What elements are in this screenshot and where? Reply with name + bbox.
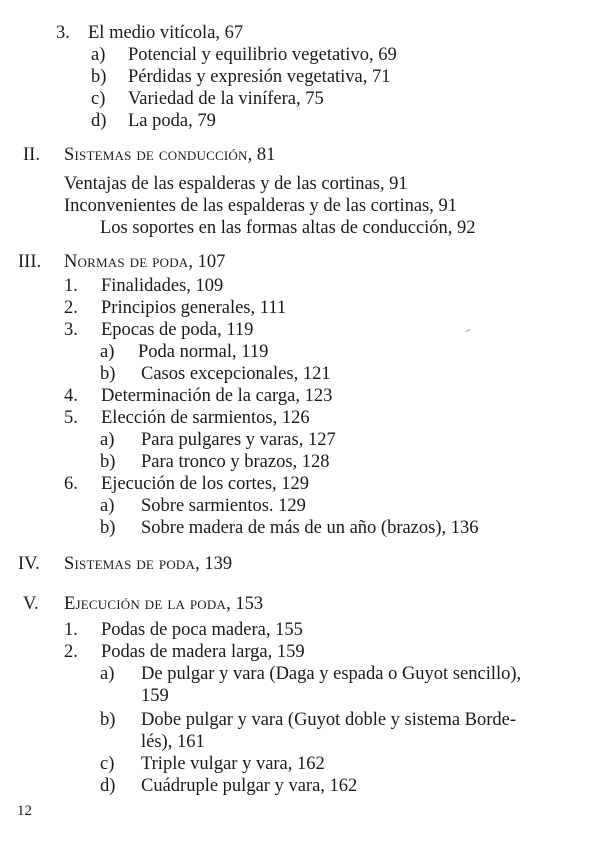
entry-letter: a) bbox=[100, 496, 115, 516]
entry-text: Finalidades, 109 bbox=[101, 276, 224, 296]
entry-text: Los soportes en las formas altas de conducción, 92 bbox=[100, 218, 476, 238]
entry-letter: c) bbox=[100, 754, 115, 774]
entry-letter: d) bbox=[100, 776, 116, 796]
entry-letter: b) bbox=[100, 452, 116, 472]
entry-letter: a) bbox=[100, 342, 115, 362]
entry-text: Dobe pulgar y vara (Guyot doble y sistema Borde- bbox=[141, 710, 517, 730]
section-page: , 139 bbox=[195, 554, 233, 574]
section-page: , 81 bbox=[247, 145, 276, 165]
entry-text-continuation: lés), 161 bbox=[141, 732, 205, 752]
section-numeral: V. bbox=[23, 594, 39, 614]
entry-text: Variedad de la vinífera, 75 bbox=[128, 89, 324, 109]
entry-text: Sobre madera de más de un año (brazos), 136 bbox=[141, 518, 479, 538]
entry-text: Podas de poca madera, 155 bbox=[101, 620, 303, 640]
section-page: , 153 bbox=[226, 594, 264, 614]
entry-text: Triple vulgar y vara, 162 bbox=[141, 754, 325, 774]
page-number: 12 bbox=[17, 803, 32, 819]
entry-letter: d) bbox=[91, 111, 107, 131]
entry-letter: a) bbox=[91, 45, 106, 65]
section-title: Sistemas de poda bbox=[64, 554, 196, 574]
section-title: Normas de poda bbox=[64, 252, 189, 272]
entry-text: Para tronco y brazos, 128 bbox=[141, 452, 330, 472]
entry-number: 2. bbox=[64, 642, 78, 662]
entry-text: Ventajas de las espalderas y de las cortinas, 91 bbox=[64, 174, 408, 194]
entry-number: 5. bbox=[64, 408, 78, 428]
entry-text: Para pulgares y varas, 127 bbox=[141, 430, 336, 450]
entry-letter: a) bbox=[100, 664, 115, 684]
entry-text: Podas de madera larga, 159 bbox=[101, 642, 305, 662]
entry-text: De pulgar y vara (Daga y espada o Guyot sencillo), bbox=[141, 664, 522, 684]
entry-text: Poda normal, 119 bbox=[138, 342, 269, 362]
entry-number: 2. bbox=[64, 298, 78, 318]
entry-text: Principios generales, 111 bbox=[101, 298, 287, 318]
entry-text: El medio vitícola, 67 bbox=[88, 23, 244, 43]
entry-text: Ejecución de los cortes, 129 bbox=[101, 474, 310, 494]
entry-letter: b) bbox=[100, 518, 116, 538]
entry-letter: b) bbox=[91, 67, 107, 87]
section-numeral: III. bbox=[18, 252, 42, 272]
entry-number: 6. bbox=[64, 474, 78, 494]
entry-text: Epocas de poda, 119 bbox=[101, 320, 254, 340]
entry-number: 4. bbox=[64, 386, 78, 406]
entry-text: Elección de sarmientos, 126 bbox=[101, 408, 310, 428]
entry-text-continuation: 159 bbox=[141, 686, 169, 706]
entry-text: Sobre sarmientos. 129 bbox=[141, 496, 306, 516]
section-title: Sistemas de conducción bbox=[64, 145, 248, 165]
entry-number: 3. bbox=[56, 23, 70, 43]
entry-text: Casos excepcionales, 121 bbox=[141, 364, 331, 384]
section-title: Ejecución de la poda bbox=[64, 594, 227, 614]
entry-letter: b) bbox=[100, 710, 116, 730]
entry-number: 1. bbox=[64, 620, 78, 640]
entry-text: Potencial y equilibrio vegetativo, 69 bbox=[128, 45, 397, 65]
entry-text: Pérdidas y expresión vegetativa, 71 bbox=[128, 67, 391, 87]
entry-text: Inconvenientes de las espalderas y de las cortinas, 91 bbox=[64, 196, 457, 216]
entry-text: La poda, 79 bbox=[128, 111, 216, 131]
entry-number: 1. bbox=[64, 276, 78, 296]
entry-letter: b) bbox=[100, 364, 116, 384]
entry-text: Determinación de la carga, 123 bbox=[101, 386, 333, 406]
entry-text: Cuádruple pulgar y vara, 162 bbox=[141, 776, 358, 796]
section-page: , 107 bbox=[188, 252, 226, 272]
scan-speck bbox=[465, 329, 471, 334]
entry-letter: c) bbox=[91, 89, 106, 109]
section-numeral: IV. bbox=[18, 554, 40, 574]
section-numeral: II. bbox=[23, 145, 40, 165]
entry-number: 3. bbox=[64, 320, 78, 340]
entry-letter: a) bbox=[100, 430, 115, 450]
